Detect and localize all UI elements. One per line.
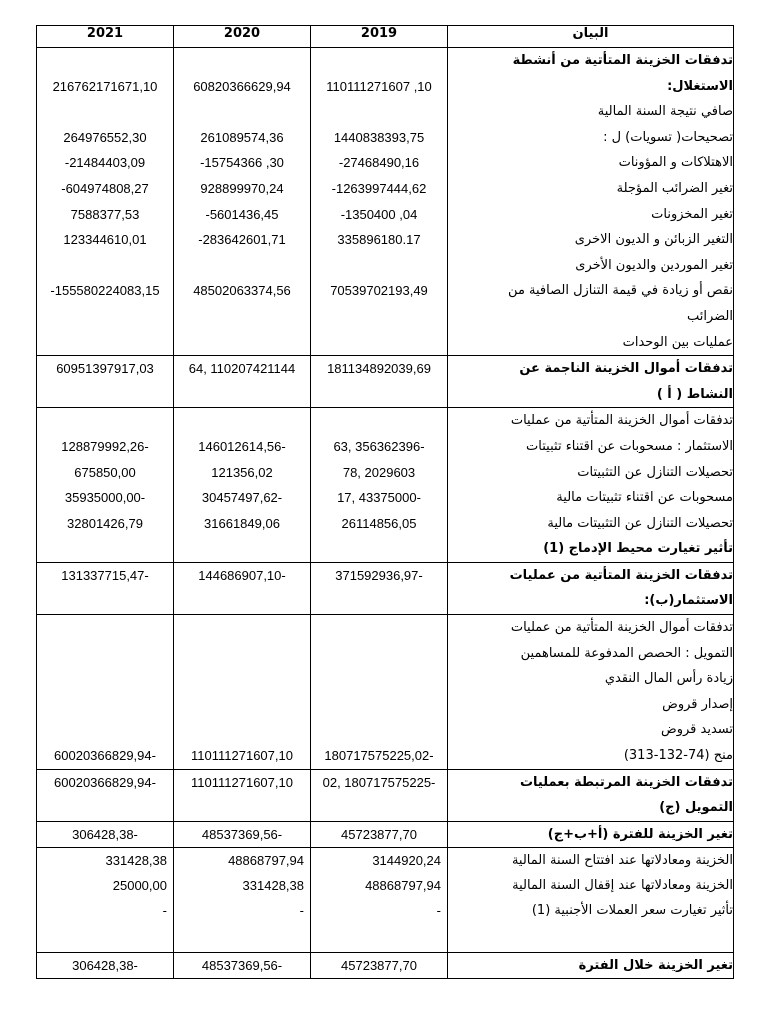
- total-b-2020: 144686907,10-: [198, 567, 286, 583]
- cell: [174, 666, 310, 692]
- cell: 70539702193,49: [330, 283, 428, 299]
- row-label: منح (74-132-313): [623, 748, 733, 764]
- cell: -15754366 ,30: [200, 155, 284, 171]
- total-a-2019: 181134892039,69: [327, 361, 431, 377]
- cell: [174, 304, 310, 330]
- cell: 331428,38: [242, 877, 304, 893]
- cell: 32801426,79: [67, 515, 143, 531]
- row-label: تدفقات الخزينة المتأتية من عمليات: [509, 567, 733, 583]
- cell: 1440838393,75: [333, 129, 425, 145]
- cash-flow-table: [36, 25, 734, 979]
- header-row: [37, 26, 734, 48]
- cell: [311, 692, 447, 718]
- cell: [37, 253, 173, 279]
- row-label: التغير الزبائن و الديون الاخرى: [574, 232, 733, 248]
- row-label: إصدار قروض: [662, 696, 733, 712]
- header-label: البيان: [448, 26, 734, 48]
- row-label: عمليات بين الوحدات: [622, 334, 733, 350]
- cell: 146012614,56-: [198, 438, 286, 454]
- row-label: الاستغلال:: [667, 78, 733, 94]
- cell: [174, 717, 310, 743]
- financing-section: [37, 615, 734, 770]
- row-label: تغير الضرائب المؤجلة: [616, 180, 733, 196]
- final-2021: 306428,38-: [72, 957, 138, 973]
- cell: 110111271607 ,10: [326, 78, 432, 94]
- cell: [311, 615, 447, 641]
- cell: -: [436, 902, 441, 918]
- cell: [37, 99, 173, 125]
- total-c-2021: 60020366829,94-: [54, 774, 156, 790]
- cell: [311, 717, 447, 743]
- row-label: زيادة رأس المال النقدي: [604, 671, 733, 687]
- cell: [174, 253, 310, 279]
- cell: [174, 330, 310, 356]
- row-label: الخزينة ومعادلاتها عند إقفال السنة المالية: [512, 877, 733, 893]
- row-label: التمويل (ج): [659, 800, 733, 816]
- row-label: مسحوبات عن اقتناء تثبيتات مالية: [556, 490, 733, 506]
- cell: [37, 692, 173, 718]
- final-2019: 45723877,70: [341, 957, 417, 973]
- cell: 48868797,94: [365, 877, 441, 893]
- row-label: الاستثمار(ب):: [644, 593, 733, 609]
- cell: [174, 641, 310, 667]
- cell: [174, 692, 310, 718]
- cell: 180717575225,02-: [324, 748, 434, 764]
- row-label: النشاط ( أ ): [656, 386, 733, 402]
- cell: 17, 43375000-: [337, 490, 421, 506]
- cell: -5601436,45: [205, 206, 279, 222]
- row-label: نقص أو زيادة في قيمة التنازل الصافية من: [508, 283, 733, 299]
- cell: [311, 641, 447, 667]
- final-2020: 48537369,56-: [201, 957, 283, 973]
- cell: 78, 2029603: [342, 464, 416, 480]
- change-2020: 48537369,56-: [201, 826, 283, 842]
- row-label: تغير الخزينة خلال الفترة: [578, 957, 733, 973]
- row-label: تصحيحات( تسويات) ل :: [603, 129, 733, 145]
- total-b-2021: 131337715,47-: [61, 567, 149, 583]
- row-label: تغير الخزينة للفترة (أ+ب+ج): [547, 826, 733, 842]
- cell: 31661849,06: [204, 515, 280, 531]
- row-label: تغير الموردين والديون الأخرى: [575, 257, 733, 273]
- cell: [37, 615, 173, 641]
- cell: -604974808,27: [61, 180, 149, 196]
- row-label: تسديد قروض: [661, 722, 733, 738]
- cell: [311, 408, 447, 434]
- cell: 331428,38: [105, 852, 167, 868]
- final-change-row: [37, 952, 734, 978]
- cell: [174, 408, 310, 434]
- cell: [174, 48, 310, 74]
- operating-labels: [448, 48, 734, 356]
- total-a-2020: 64, 110207421144: [188, 361, 296, 377]
- cell: [311, 536, 447, 562]
- cell: [174, 615, 310, 641]
- cell: 63, 356362396-: [333, 438, 425, 454]
- cell: [37, 536, 173, 562]
- total-operating-row: [37, 356, 734, 408]
- total-c-2019: 02, 180717575225-: [322, 774, 436, 790]
- cell: [311, 99, 447, 125]
- row-label: تدفقات الخزينة المتأتية من أنشطة: [512, 53, 733, 68]
- row-label: الاهتلاكات و المؤونات: [618, 155, 733, 171]
- row-label: الضرائب: [686, 308, 733, 324]
- cell: 7588377,53: [70, 206, 140, 222]
- cell: [37, 408, 173, 434]
- cell: 216762171671,10: [52, 78, 158, 94]
- cell: 26114856,05: [341, 515, 417, 531]
- cell: [37, 304, 173, 330]
- cell: [37, 717, 173, 743]
- change-2019: 45723877,70: [341, 826, 417, 842]
- row-label: الخزينة ومعادلاتها عند افتتاح السنة المالية: [511, 852, 733, 868]
- row-label: تدفقات أموال الخزينة المتأتية من عمليات: [510, 413, 733, 429]
- cell: 60020366829,94-: [54, 748, 156, 764]
- cell: 261089574,36: [200, 129, 284, 145]
- cell: [37, 330, 173, 356]
- row-label: تأثير تغيارت محيط الإدماج (1): [543, 541, 733, 557]
- row-label: الاستثمار : مسحوبات عن اقتناء تثبيتات: [526, 438, 733, 454]
- total-investing-row: [37, 562, 734, 614]
- cash-balances-section: [37, 847, 734, 952]
- cell: -27468490,16: [338, 155, 420, 171]
- total-c-2020: 110111271607,10: [191, 774, 293, 790]
- cell: 60820366629,94: [193, 78, 291, 94]
- row-label: تدفقات أموال الخزينة الناجمة عن: [519, 361, 733, 377]
- row-label: صافي نتيجة السنة المالية: [597, 104, 733, 120]
- row-label: تحصيلات التنازل عن التثبيتات مالية: [547, 515, 733, 531]
- cell: 25000,00: [112, 877, 167, 893]
- total-b-2019: 371592936,97-: [335, 567, 423, 583]
- cell: 30457497,62-: [201, 490, 283, 506]
- cell: 264976552,30: [63, 129, 147, 145]
- row-label: تحصيلات التنازل عن التثبيتات: [577, 464, 733, 480]
- cell: 48868797,94: [228, 852, 304, 868]
- cell: [174, 99, 310, 125]
- change-2021: 306428,38-: [72, 826, 138, 842]
- cell: 110111271607,10: [191, 748, 293, 764]
- row-label: تدفقات أموال الخزينة المتأتية من عمليات: [510, 620, 733, 636]
- cell: 335896180.17: [337, 232, 421, 248]
- cell: [37, 48, 173, 74]
- cell: [37, 666, 173, 692]
- cell: -283642601,71: [198, 232, 286, 248]
- cell: [311, 666, 447, 692]
- cell: 35935000,00-: [64, 490, 146, 506]
- header-2021: 2021: [37, 26, 174, 48]
- row-label: التمويل : الحصص المدفوعة للمساهمين: [520, 645, 733, 661]
- cell: [311, 304, 447, 330]
- cell: -: [162, 902, 167, 918]
- row-label: تأثير تغيارت سعر العملات الأجنبية (1): [531, 902, 733, 918]
- cell: 48502063374,56: [193, 283, 291, 299]
- cell: 128879992,26-: [61, 438, 149, 454]
- cell: [311, 48, 447, 74]
- operating-2019: [311, 48, 448, 356]
- cell: -21484403,09: [64, 155, 146, 171]
- cell: 928899970,24: [200, 180, 284, 196]
- cell: -155580224083,15: [50, 283, 160, 299]
- cell: -: [299, 902, 304, 918]
- cell: -1263997444,62: [331, 180, 427, 196]
- row-label: تغير المخزونات: [651, 206, 733, 222]
- cell: 675850,00: [74, 464, 136, 480]
- cell: [174, 536, 310, 562]
- cell: [311, 330, 447, 356]
- cell: [37, 641, 173, 667]
- cell: 3144920,24: [372, 852, 441, 868]
- total-a-2021: 60951397917,03: [56, 361, 154, 377]
- cell: [311, 253, 447, 279]
- header-2019: 2019: [311, 26, 448, 48]
- cell: 123344610,01: [63, 232, 147, 248]
- total-financing-row: [37, 769, 734, 821]
- header-2020: 2020: [174, 26, 311, 48]
- cell: -1350400 ,04: [340, 206, 418, 222]
- change-row: [37, 821, 734, 847]
- row-label: تدفقات الخزينة المرتبطة بعمليات: [519, 774, 733, 790]
- operating-section: [37, 48, 734, 356]
- operating-2021: [37, 48, 174, 356]
- investing-section: [37, 408, 734, 563]
- cell: 121356,02: [211, 464, 273, 480]
- operating-2020: [174, 48, 311, 356]
